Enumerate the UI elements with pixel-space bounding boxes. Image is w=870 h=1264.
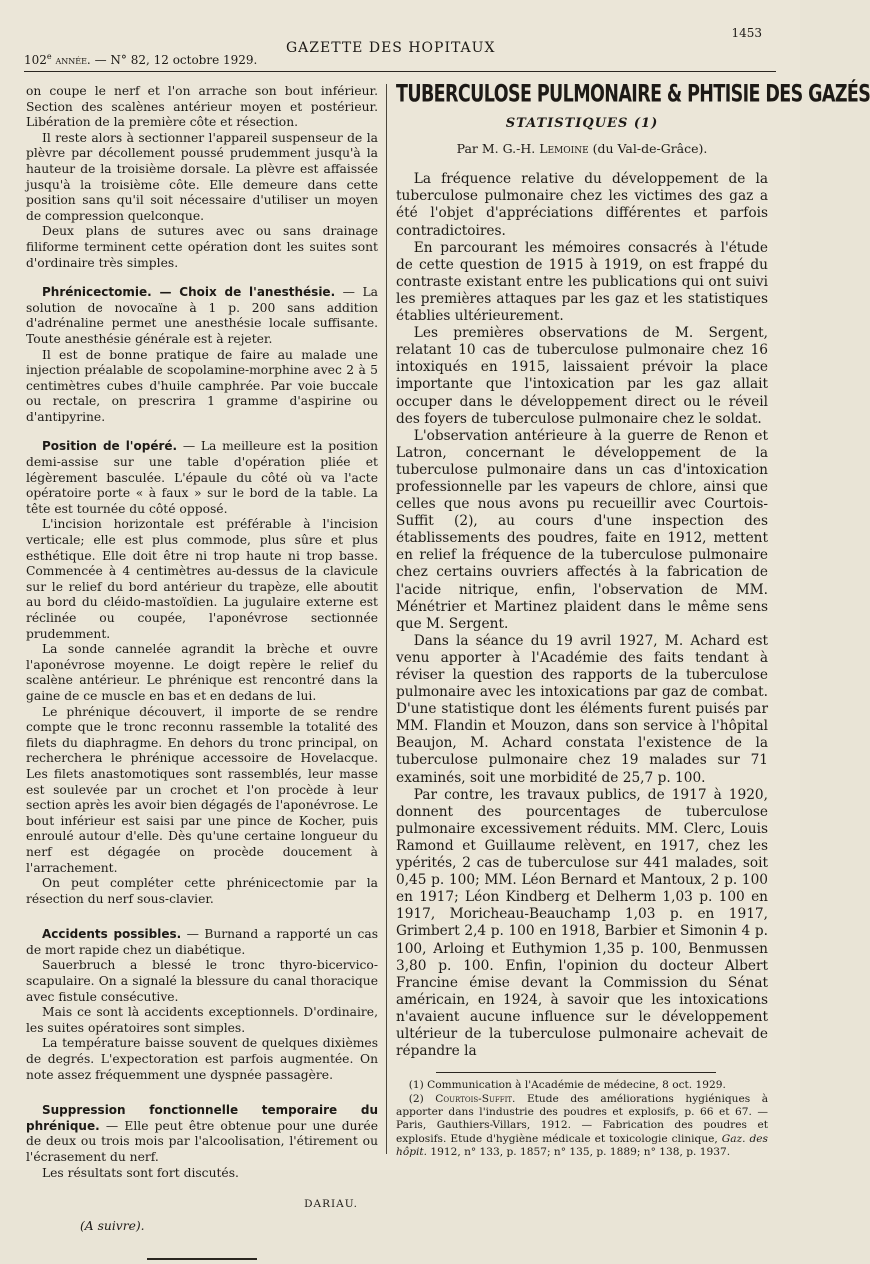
paragraph: Il est de bonne pratique de faire au malade une injection préalable de scopolamine-morphine avec 2 à 5 centimètres cubes d'huile camphrée. Par voie buccale ou rectale, on prescrira 1 gramme d'aspirine ou d'antipyrine.: [26, 347, 378, 424]
end-ornament: [147, 1258, 257, 1264]
right-column: [396, 80, 870, 1160]
section-title: Accidents possibles.: [41, 927, 182, 942]
section-title: Position de l'opéré.: [41, 439, 178, 454]
paragraph: Les résultats sont fort discutés.: [41, 1165, 239, 1180]
footnote-2: (2) Courtois-Suffit. Etude des améliorations hygiéniques à apporter dans l'industrie des poudres et explosifs, p. 66 et 67. — Paris, Gauthiers-Villars, 1912. — Fabrication des poudres et explosifs. Etude d'hygiène médicale et toxicologie clinique, Gaz. des hôpit. 1912, n° 133, p. 1857; n° 135, p. 1889; n° 138, p. 1937.: [396, 1092, 769, 1159]
footnotes: [396, 1079, 768, 1159]
paragraph: Par contre, les travaux publics, de 1917 à 1920, donnent des pourcentages de tuberculose pulmonaire excessivement réduits. MM. Clerc, Louis Ramond et Guillaume relèvent, en 1917, chez les ypérités, 2 cas de tuberculose sur 441 malades, soit 0,45 p. 100; MM. Léon Bernard et Mantoux, 2 p. 100 en 1917; Léon Kindberg et Delherm 1,03 p. 100 en 1917, Moricheau-Beauchamp 1,03 p. en 1917, Grimbert 2,4 p. 100 en 1918, Barbier et Simonin 4 p. 100, Arloing et Euthymion 1,35 p. 100, Benmussen 3,80 p. 100. Enfin, l'opinion du docteur Albert Francine émise devant la Commission du Sénat américain, en 1924, à savoir que les intoxications n'avaient aucune influence sur le développement ultérieur de la tuberculose pulmonaire achevait de répandre la: [396, 786, 768, 1060]
section-phrenicectomie: Phrénicectomie. — Choix de l'anesthésie. — La solution de novocaïne à 1 p. 200 sans addition d'adrénaline permet une anesthésie locale suffisante. Toute anesthésie générale est à rejeter.: [26, 285, 378, 346]
paragraph: Dans la séance du 19 avril 1927, M. Achard est venu apporter à l'Académie des faits tendant à réviser la question des rapports de la tuberculose pulmonaire avec les intoxications par gaz de combat. D'une statistique dont les éléments furent puisés par MM. Flandin et Mouzon, dans son service à l'hôpital Beaujon, M. Achard constata l'existence de la tuberculose pulmonaire chez 19 malades sur 71 examinés, soit une morbidité de 25,7 p. 100.: [396, 632, 768, 786]
article-author: DARIAU.: [304, 1198, 358, 1211]
paragraph: L'observation antérieure à la guerre de Renon et Latron, concernant le développement de la tuberculose pulmonaire dans un cas d'intoxication professionnelle par les vapeurs de chlore, ainsi que celles que nous avons pu recueillir avec Courtois-Suffit (2), au cours d'une inspection des établissements des poudres, faite en 1912, mettent en relief la fréquence de la tuberculose pulmonaire chez certains ouvriers affectés à la fabrication de l'acide nitrique, enfin, l'observation de MM. Ménétrier et Martinez plaident dans le même sens que M. Sergent.: [396, 427, 768, 632]
paragraph: Le phrénique découvert, il importe de se rendre compte que le tronc reconnu rassemble la totalité des filets du diaphragme. En dehors du tronc principal, on recherchera le phrénique accessoire de Hovelacque. Les filets anastomotiques sont rassemblés, leur masse est soulevée par un crochet et l'on procède à leur section après les avoir bien dégagés de l'aponévrose. Le bout inférieur est saisi par une pince de Kocher, puis enroulé autour d'elle. Dès qu'une certaine longueur du nerf est dégagée on procède doucement à l'arrachement.: [26, 704, 378, 875]
paragraph: L'incision horizontale est préférable à l'incision verticale; elle est plus commode, plus sûre et plus esthétique. Elle doit être ni trop haute ni trop basse. Commencée à 4 centimètres au-dessus de la clavicule sur le relief du bord antérieur du trapèze, elle aboutit au bord du cléido-mastoïdien. La jugulaire externe est réclinée ou coupée, l'aponévrose sectionnée prudemment.: [26, 517, 378, 641]
paragraph: La fréquence relative du développement de la tuberculose pulmonaire chez les victimes des gaz a été l'objet d'appréciations différentes et parfois contradictoires.: [396, 171, 768, 239]
left-column: [26, 84, 378, 1264]
page-number: 1453: [731, 26, 762, 40]
section-title: Phrénicectomie. — Choix de l'anesthésie.: [41, 285, 336, 300]
paragraph: Les premières observations de M. Sergent, relatant 10 cas de tuberculose pulmonaire chez 16 intoxiqués en 1915, laissaient prévoir la place importante que l'intoxication par les gaz allait occuper dans le développement direct ou le réveil des foyers de tuberculose pulmonaire chez le soldat.: [396, 325, 768, 427]
section-accidents: Accidents possibles. — Burnand a rapporté un cas de mort rapide chez un diabétique.: [26, 927, 378, 957]
paragraph: En parcourant les mémoires consacrés à l'étude de cette question de 1915 à 1919, on est frappé du contraste existant entre les publications qui ont suivi les premières attaques par les gaz et les statistiques établies ultérieurement.: [396, 239, 768, 325]
footnote-1: (1) Communication à l'Académie de médecine, 8 oct. 1929.: [408, 1079, 726, 1092]
section-position: Position de l'opéré. — La meilleure est la position demi-assise sur une table d'opération pliée et légèrement basculée. L'épaule du côté où va l'acte opératoire porte « à faux » sur le bord de la table. La tête est tournée du côté opposé.: [26, 439, 378, 516]
article-title: TUBERCULOSE PULMONAIRE & PHTISIE DES GAZÉS: [396, 81, 870, 109]
column-divider: [386, 84, 387, 1154]
paragraph: La sonde cannelée agrandit la brèche et ouvre l'aponévrose moyenne. Le doigt repère le relief du scalène antérieur. Le phrénique est rencontré dans la gaine de ce muscle en bas et en dedans de lui.: [26, 642, 378, 703]
header-rule: [24, 71, 776, 72]
section-title: Suppression fonctionnelle temporaire du phrénique.: [26, 1103, 378, 1133]
paragraph: on coupe le nerf et l'on arrache son bout inférieur. Section des scalènes antérieur moyen et postérieur. Libération de la première côte et résection.: [26, 84, 378, 130]
paragraph: Deux plans de sutures avec ou sans drainage filiforme terminent cette opération dont les suites sont d'ordinaire très simples.: [26, 224, 378, 270]
section-suppression: Suppression fonctionnelle temporaire du phrénique. — Elle peut être obtenue pour une durée de deux ou trois mois par l'alcoolisation, l'étirement ou l'écrasement du nerf.: [26, 1103, 378, 1164]
journal-title: GAZETTE DES HOPITAUX: [286, 40, 496, 56]
paragraph: On peut compléter cette phrénicectomie par la résection du nerf sous-clavier.: [26, 876, 378, 906]
article-byline: Par M. G.-H. Lemoine (du Val-de-Grâce).: [456, 141, 708, 157]
footnote-rule: [436, 1072, 716, 1073]
paragraph: Il reste alors à sectionner l'appareil suspenseur de la plèvre par décollement poussé prudemment jusqu'à la hauteur de la troisième dorsale. La plèvre est affaissée jusqu'à la troisième côte. Elle demeure dans cette position sans qu'il soit nécessaire d'utiliser un moyen de compression quelconque.: [26, 130, 378, 223]
to-be-continued: (A suivre).: [80, 1218, 145, 1233]
paragraph: La température baisse souvent de quelques dixièmes de degrés. L'expectoration est parfois augmentée. On note assez fréquemment une dyspnée passagère.: [26, 1036, 378, 1082]
paragraph: Mais ce sont là accidents exceptionnels. D'ordinaire, les suites opératoires sont simples.: [26, 1005, 378, 1035]
paragraph: Sauerbruch a blessé le tronc thyro-bicervico-scapulaire. On a signalé la blessure du canal thoracique avec fistule consécutive.: [26, 958, 378, 1004]
issue-info: 102e année. — N° 82, 12 octobre 1929.: [24, 52, 258, 67]
article-subtitle: STATISTIQUES (1): [505, 116, 659, 132]
page-header: [24, 26, 776, 68]
